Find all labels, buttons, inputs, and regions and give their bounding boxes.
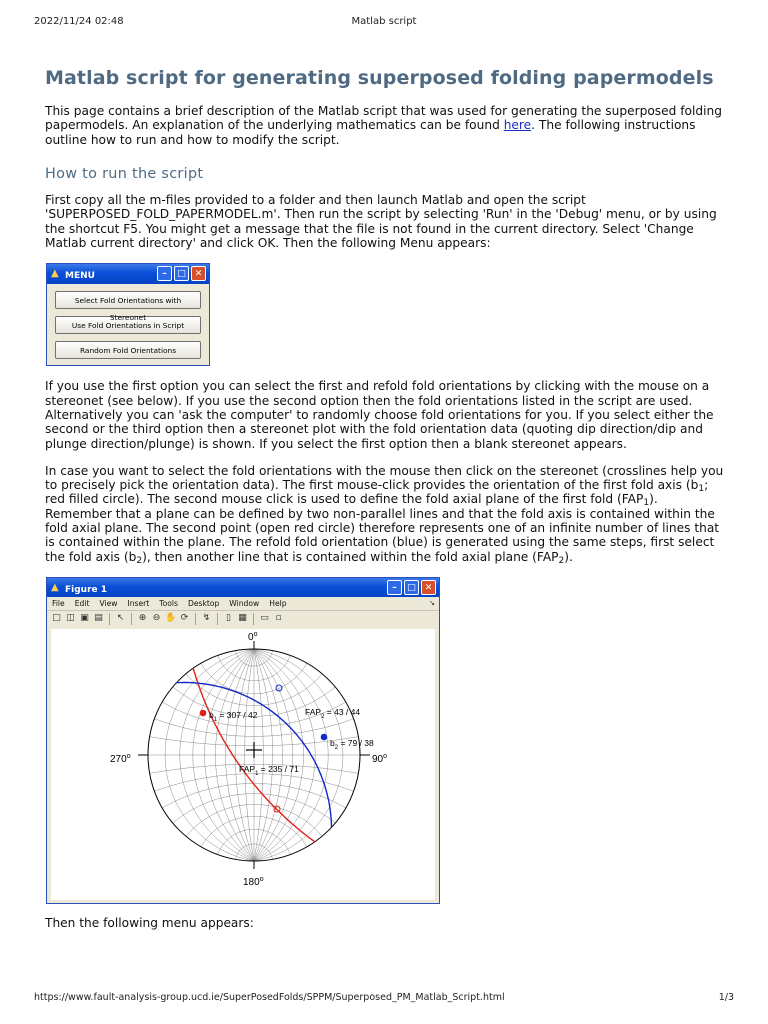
figure-menubar	[47, 597, 439, 610]
random-orientations-button[interactable]: Random Fold Orientations	[55, 341, 201, 359]
hide-plot-tools-icon[interactable]: ▭	[260, 612, 269, 623]
print-icon[interactable]: ▤	[94, 612, 103, 623]
p3-sub-3: 2	[136, 555, 143, 566]
menu-tools[interactable]: Tools	[159, 598, 178, 608]
figure-window-titlebar[interactable]	[47, 578, 439, 597]
print-date: 2022/11/24 02:48	[34, 16, 124, 27]
menu-edit[interactable]: Edit	[74, 598, 90, 608]
p3-sub-2: 1	[643, 498, 650, 509]
page-content	[45, 66, 725, 943]
b2-point	[321, 734, 328, 741]
intro-text-2: . The following instructions outline how to run and how to modify the script.	[45, 118, 696, 147]
window-controls	[157, 266, 206, 281]
page-title: Matlab script for generating superposed folding papermodels	[45, 67, 714, 89]
toolbar-separator	[217, 613, 218, 625]
run-paragraph-4: Then the following menu appears:	[45, 915, 254, 930]
section-heading-run: How to run the script	[45, 165, 204, 182]
print-title: Matlab script	[351, 16, 417, 27]
menu-window	[46, 263, 210, 366]
run-paragraph-1: First copy all the m-files provided to a folder and then launch Matlab and open the script 'SUPERPOSED_FOLD_PAPERMODEL.m'. Then run the script by selecting 'Run' in the 'Debug' menu, or by using the shortcut F5. You might get a message that the file is not found in the current directory. Select 'Change Matlab current directory' and click OK. Then the following Menu appears:	[45, 193, 717, 251]
matlab-icon: ▲	[51, 581, 59, 593]
toolbar-separator	[131, 613, 132, 625]
menu-file[interactable]: File	[52, 598, 65, 608]
p3-text-4: ), then another line that is contained within the fold axial plane (FAP	[142, 549, 559, 564]
run-paragraph-3	[45, 464, 725, 564]
print-footer	[34, 992, 734, 1006]
zoom-out-icon[interactable]: ⊖	[152, 612, 161, 623]
matlab-icon: ▲	[51, 268, 59, 280]
p3-text-3: ). Remember that a plane can be defined by two non-parallel lines and that the fold axis is contained within the fold axial plane. The second point (open red circle) therefore represents one of an infinite number of lines that is contained within the plane. The refold fold orientation (blue) is generated using the same steps, first select the fold axis (b	[45, 492, 720, 564]
maximize-icon[interactable]: □	[404, 580, 419, 595]
toolbar-separator	[109, 613, 110, 625]
intro-paragraph	[45, 104, 725, 147]
menu-window-title: MENU	[65, 271, 95, 282]
north-label: 0$^o$	[248, 630, 258, 643]
fap2-label: $FAP_2 = 43 / 44$	[305, 706, 361, 720]
print-url: https://www.fault-analysis-group.ucd.ie/SuperPosedFolds/SPPM/Superposed_PM_Matlab_Script.html	[34, 992, 505, 1003]
toolbar-separator	[253, 613, 254, 625]
toolbar-separator	[195, 613, 196, 625]
east-label: 90$^o$	[372, 752, 388, 765]
stereonet-svg	[51, 629, 435, 900]
menu-window[interactable]: Window	[229, 598, 260, 608]
west-label: 270$^o$	[110, 752, 131, 765]
use-script-orientations-button[interactable]: Use Fold Orientations in Script	[55, 316, 201, 334]
south-label: 180$^o$	[243, 875, 264, 888]
page-number: 1/3	[718, 992, 734, 1003]
p3-text-1: In case you want to select the fold orientations with the mouse then click on the stereonet (crosslines help you to precisely pick the orientation data). The first mouse-click provides the orientation of the first fold axis (b	[45, 463, 724, 493]
data-cursor-icon[interactable]: ↯	[202, 612, 211, 623]
stereonet-plot[interactable]	[51, 629, 435, 900]
p3-sub-1: 1	[698, 484, 705, 495]
figure-window-title: Figure 1	[65, 584, 108, 595]
fap1-label: $FAP_1 = 235 / 71$	[239, 763, 299, 777]
maximize-icon[interactable]: □	[174, 266, 189, 281]
b1-point	[200, 710, 207, 717]
pointer-icon[interactable]: ↖	[116, 612, 125, 623]
colorbar-icon[interactable]: ▯	[226, 612, 231, 623]
save-icon[interactable]: ▣	[80, 612, 89, 623]
menu-view[interactable]: View	[99, 598, 118, 608]
menu-insert[interactable]: Insert	[127, 598, 150, 608]
rotate-icon[interactable]: ⟳	[180, 612, 189, 623]
p3-text-2: ; red filled circle). The second mouse click is used to define the fold axial plane of the first fold (FAP	[45, 478, 709, 507]
p3-sub-4: 2	[558, 555, 565, 566]
close-icon[interactable]: ✕	[191, 266, 206, 281]
legend-icon[interactable]: ▦	[238, 612, 247, 623]
dock-arrow-icon[interactable]: ↘	[429, 598, 435, 607]
zoom-in-icon[interactable]: ⊕	[138, 612, 147, 623]
figure-window	[46, 577, 440, 904]
b1-label: $b_1 = 307 / 42$	[209, 709, 258, 723]
pan-icon[interactable]: ✋	[165, 612, 177, 623]
b2-label: $b_2 = 79 / 38$	[330, 737, 374, 751]
menu-help[interactable]: Help	[269, 598, 287, 608]
run-paragraph-2: If you use the first option you can select the first and refold fold orientations by clicking with the mouse on a stereonet (see below). If you use the second option then the fold orientations listed in the script are used. Alternatively you can 'ask the computer' to randomly choose fold orientations for you. If you select either the second or the third option then a stereonet plot with the fold orientation data (quoting dip direction/dip and plunge direction/plunge) is shown. If you select the first option then a blank stereonet appears.	[45, 379, 714, 451]
p3-text-5: ).	[564, 549, 573, 564]
menu-desktop[interactable]: Desktop	[187, 598, 220, 608]
select-with-stereonet-button[interactable]: Select Fold Orientations with	[55, 291, 201, 309]
figure-toolbar	[47, 610, 439, 627]
print-header	[34, 16, 734, 30]
intro-text-1: This page contains a brief description of the Matlab script that was used for generating the superposed folding papermodels. An explanation of the underlying mathematics can be found	[45, 104, 722, 133]
new-file-icon[interactable]: □	[52, 612, 61, 623]
minimize-icon[interactable]: –	[387, 580, 402, 595]
minimize-icon[interactable]: –	[157, 266, 172, 281]
open-folder-icon[interactable]: ◫	[66, 612, 75, 623]
window-controls	[387, 580, 436, 595]
here-link[interactable]: here	[503, 118, 532, 133]
show-plot-tools-icon[interactable]: ▫	[275, 612, 282, 623]
close-icon[interactable]: ✕	[421, 580, 436, 595]
menu-window-titlebar[interactable]	[47, 264, 209, 284]
